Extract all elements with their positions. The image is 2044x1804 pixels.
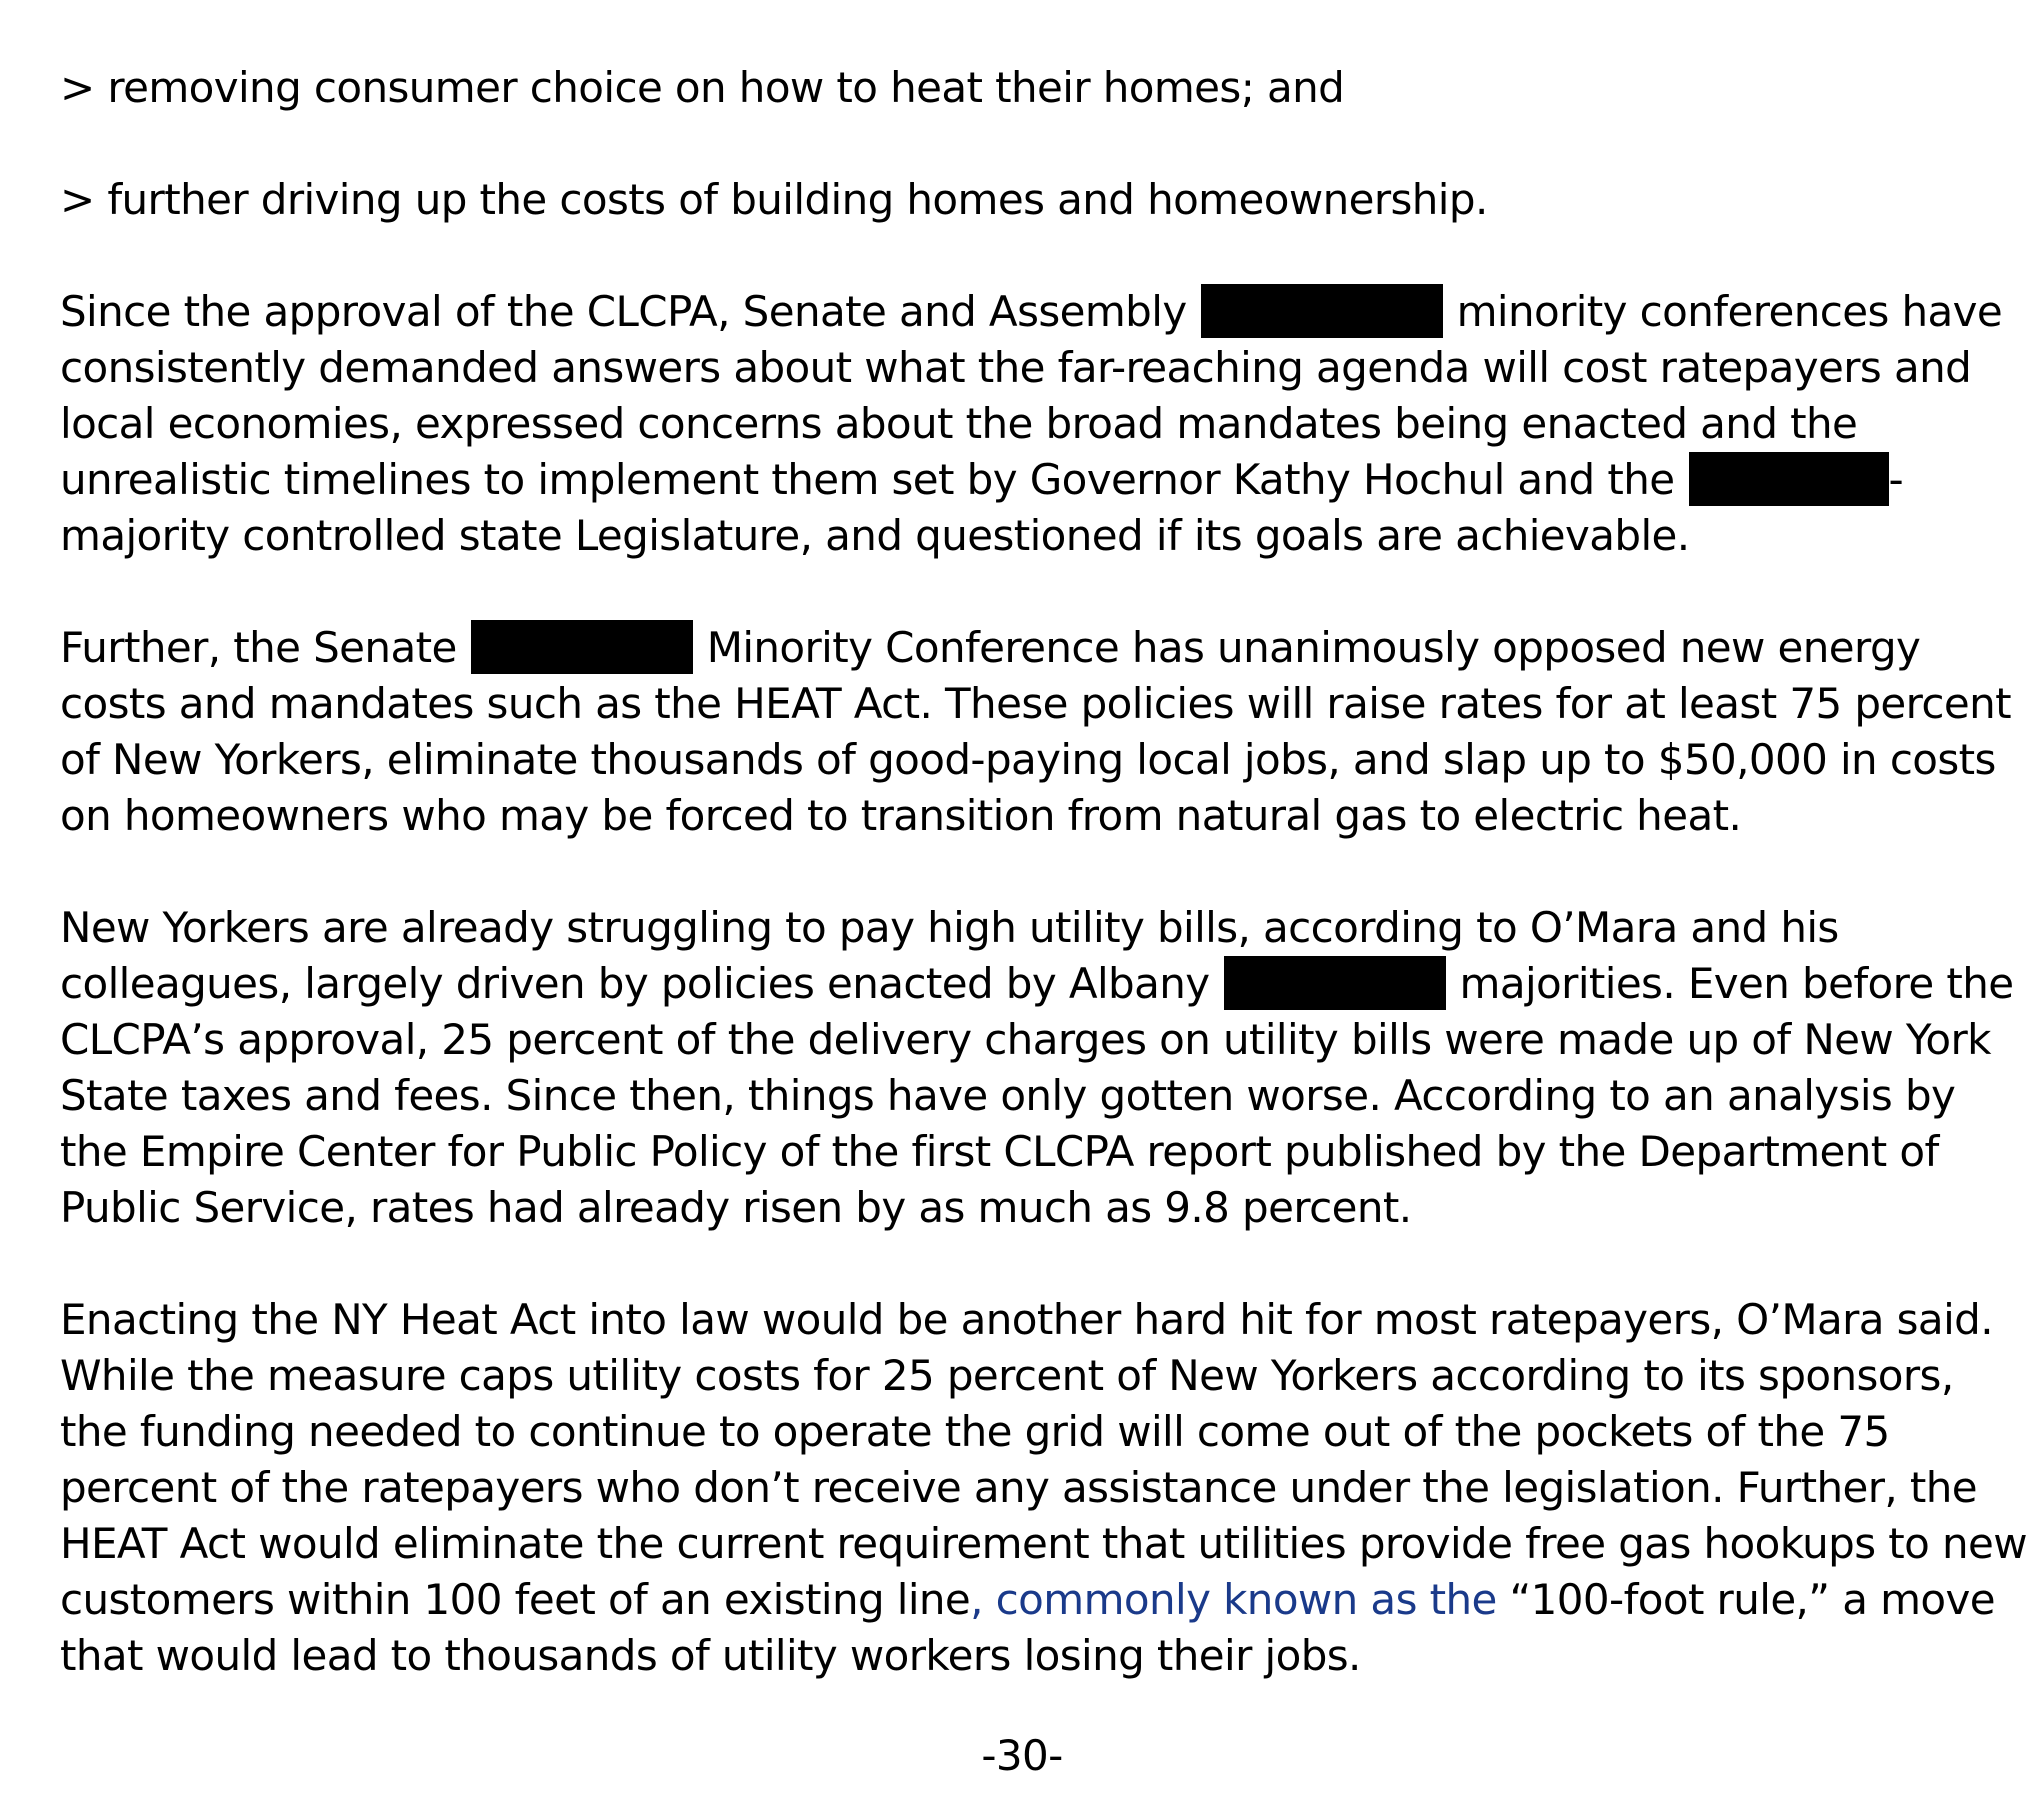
text-line: local economies, expressed concerns about the broad mandates being enacted and the (60, 399, 1858, 448)
text-line: HEAT Act would eliminate the current requirement that utilities provide free gas hookups to new (60, 1519, 2027, 1568)
highlighted-text: , commonly known as the (970, 1575, 1497, 1624)
document-page (60, 60, 2027, 1684)
text-line: on homeowners who may be forced to transition from natural gas to electric heat. (60, 791, 1742, 840)
text-line: CLCPA’s approval, 25 percent of the delivery charges on utility bills were made up of New York (60, 1015, 1991, 1064)
text-line: New Yorkers are already struggling to pay high utility bills, according to O’Mara and his (60, 903, 1839, 952)
text-line: the funding needed to continue to operate the grid will come out of the pockets of the 75 (60, 1407, 1890, 1456)
text-segment: unrealistic timelines to implement them set by Governor Kathy Hochul and the (60, 455, 1675, 504)
text-line: of New Yorkers, eliminate thousands of good-paying local jobs, and slap up to $50,000 in costs (60, 735, 1996, 784)
bullet-item: > further driving up the costs of building homes and homeownership. (60, 175, 1488, 224)
text-line: majority controlled state Legislature, and questioned if its goals are achievable. (60, 511, 1690, 560)
redaction-box (1201, 284, 1443, 338)
redaction-box (1224, 956, 1446, 1010)
redaction-box (471, 620, 693, 674)
text-segment: colleagues, largely driven by policies enacted by Albany (60, 959, 1210, 1008)
paragraph-clcpa-approval (60, 284, 2020, 564)
bullet-item: > removing consumer choice on how to heat their homes; and (60, 63, 1345, 112)
redaction-box (1689, 452, 1889, 506)
text-segment: minority conferences have (1456, 287, 2003, 336)
text-segment: Minority Conference has unanimously opposed new energy (706, 623, 1921, 672)
text-segment: - (1888, 455, 1904, 504)
text-line: State taxes and fees. Since then, things have only gotten worse. According to an analysis by (60, 1071, 1956, 1120)
text-line: consistently demanded answers about what the far-reaching agenda will cost ratepayers and (60, 343, 1972, 392)
text-line: that would lead to thousands of utility workers losing their jobs. (60, 1631, 1361, 1680)
text-segment: “100-foot rule,” a move (1496, 1575, 1996, 1624)
text-segment: Further, the Senate (60, 623, 457, 672)
text-line: While the measure caps utility costs for 25 percent of New Yorkers according to its sponsors, (60, 1351, 1954, 1400)
text-line: the Empire Center for Public Policy of the first CLCPA report published by the Department of (60, 1127, 1939, 1176)
text-segment: customers within 100 feet of an existing line (60, 1575, 971, 1624)
text-segment: Since the approval of the CLCPA, Senate and Assembly (60, 287, 1187, 336)
text-line: costs and mandates such as the HEAT Act. These policies will raise rates for at least 75 percent (60, 679, 2011, 728)
paragraph-heat-act (60, 1292, 2027, 1684)
text-segment: majorities. Even before the (1459, 959, 2014, 1008)
text-line: Public Service, rates had already risen by as much as 9.8 percent. (60, 1183, 1412, 1232)
text-line: percent of the ratepayers who don’t receive any assistance under the legislation. Further, the (60, 1463, 1978, 1512)
paragraph-senate-minority (60, 620, 2020, 844)
page-number: -30- (981, 1731, 1063, 1780)
paragraph-utility-bills (60, 900, 2020, 1236)
text-line: Enacting the NY Heat Act into law would be another hard hit for most ratepayers, O’Mara said. (60, 1295, 1993, 1344)
